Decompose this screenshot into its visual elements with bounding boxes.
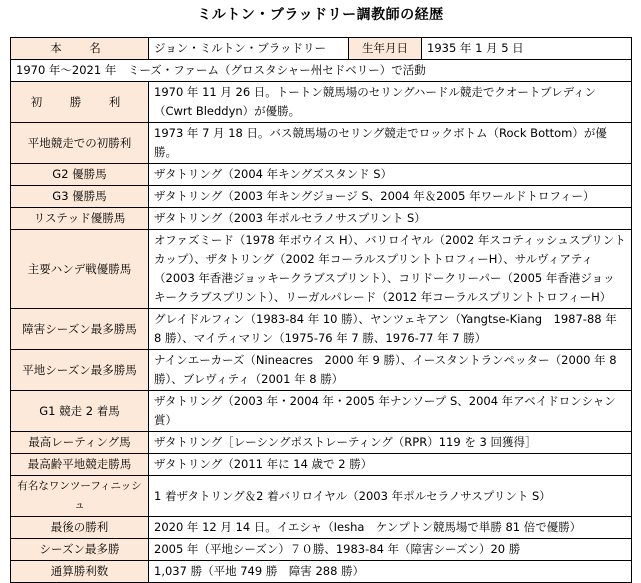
table-row <box>11 164 632 186</box>
table-row <box>11 38 632 60</box>
career-table <box>10 37 632 583</box>
row-label: リステッド優勝馬 <box>11 208 149 230</box>
name-value: ジョン・ミルトン・ブラッドリー <box>149 38 349 60</box>
table-row <box>11 391 632 432</box>
row-label: G3 優勝馬 <box>11 186 149 208</box>
row-label: 主要ハンデ戦優勝馬 <box>11 230 149 309</box>
row-value: ザタトリング（2003 年ポルセラノサスプリント S） <box>149 208 632 230</box>
row-label: G1 競走 2 着馬 <box>11 391 149 432</box>
page-title: ミルトン・ブラッドリー調教師の経歴 <box>197 7 444 23</box>
birth-label: 生年月日 <box>349 38 422 60</box>
row-value: 1 着ザタトリング＆2 着バリロイヤル（2003 年ポルセラノサスプリント S） <box>149 476 632 517</box>
table-row <box>11 561 632 583</box>
row-value: ナインエーカーズ（Nineacres 2000 年 9 勝）、イースタントランペッター（2000 年 8 勝）、ブレヴィティ（2001 年 8 勝） <box>149 350 632 391</box>
row-value: ザタトリング（2003 年キングジョージ S、2004 年＆2005 年ワールドトロフィー） <box>149 186 632 208</box>
row-label: 平地シーズン最多勝馬 <box>11 350 149 391</box>
name-label: 本 名 <box>11 38 149 60</box>
row-value: グレイドルフィン（1983-84 年 10 勝）、ヤンツェキアン（Yangtse-Kiang 1987-88 年 8 勝）、マイティマリン（1975-76 年 7 勝、1976-77 年 7 勝） <box>149 309 632 350</box>
row-value: 1973 年 7 月 18 日。バス競馬場のセリング競走でロックボトム（Rock Bottom）が優勝。 <box>149 123 632 164</box>
row-label: 最高齢平地競走勝馬 <box>11 454 149 476</box>
table-row <box>11 309 632 350</box>
table-row <box>11 186 632 208</box>
row-value: オファズミード（1978 年ボウイス H）、バリロイヤル（2002 年スコティッシュスプリントカップ）、ザタトリング（2002 年コーラルスプリントトロフィーH）、サルヴィアティ（2003 年香港ジョッキークラブスプリント）、コリドークリーパー（2005 年香港ジョッキークラブスプリント）、リーガルパレード（2012 年コーラルスプリントトロフィーH） <box>149 230 632 309</box>
row-value: 2020 年 12 月 14 日。イエシャ（Iesha ケンプトン競馬場で単勝 81 倍で優勝） <box>149 517 632 539</box>
row-label: シーズン最多勝 <box>11 539 149 561</box>
row-label: 最高レーティング馬 <box>11 432 149 454</box>
row-value: 2005 年（平地シーズン）７０勝、1983-84 年（障害シーズン）20 勝 <box>149 539 632 561</box>
row-label: 平地競走での初勝利 <box>11 123 149 164</box>
table-row <box>11 123 632 164</box>
activity-text: 1970 年～2021 年 ミーズ・ファーム（グロスタシャー州セドベリー）で活動 <box>11 60 632 82</box>
row-value: ザタトリング（2011 年に 14 歳で 2 勝） <box>149 454 632 476</box>
table-row <box>11 208 632 230</box>
row-label: G2 優勝馬 <box>11 164 149 186</box>
table-row <box>11 230 632 309</box>
table-row <box>11 432 632 454</box>
row-label: 通算勝利数 <box>11 561 149 583</box>
row-label: 最後の勝利 <box>11 517 149 539</box>
row-value: ザタトリング（2003 年・2004 年・2005 年ナンソープ S、2004 年アベイドロンシャン賞） <box>149 391 632 432</box>
row-label: 障害シーズン最多勝馬 <box>11 309 149 350</box>
row-value: 1,037 勝（平地 749 勝 障害 288 勝） <box>149 561 632 583</box>
table-row <box>11 476 632 517</box>
birth-value: 1935 年 1 月 5 日 <box>422 38 632 60</box>
row-value: ザタトリング［レーシングポストレーティング（RPR）119 を 3 回獲得］ <box>149 432 632 454</box>
table-row <box>11 60 632 82</box>
table-row <box>11 82 632 123</box>
row-value: ザタトリング（2004 年キングズスタンド S） <box>149 164 632 186</box>
table-row <box>11 350 632 391</box>
table-row <box>11 454 632 476</box>
row-value: 1970 年 11 月 26 日。トートン競馬場のセリングハードル競走でクオートブレディン（Cwrt Bleddyn）が優勝。 <box>149 82 632 123</box>
table-row <box>11 517 632 539</box>
row-label: 初 勝 利 <box>11 82 149 123</box>
table-row <box>11 539 632 561</box>
row-label: 有名なワンツーフィニッシュ <box>11 476 149 517</box>
